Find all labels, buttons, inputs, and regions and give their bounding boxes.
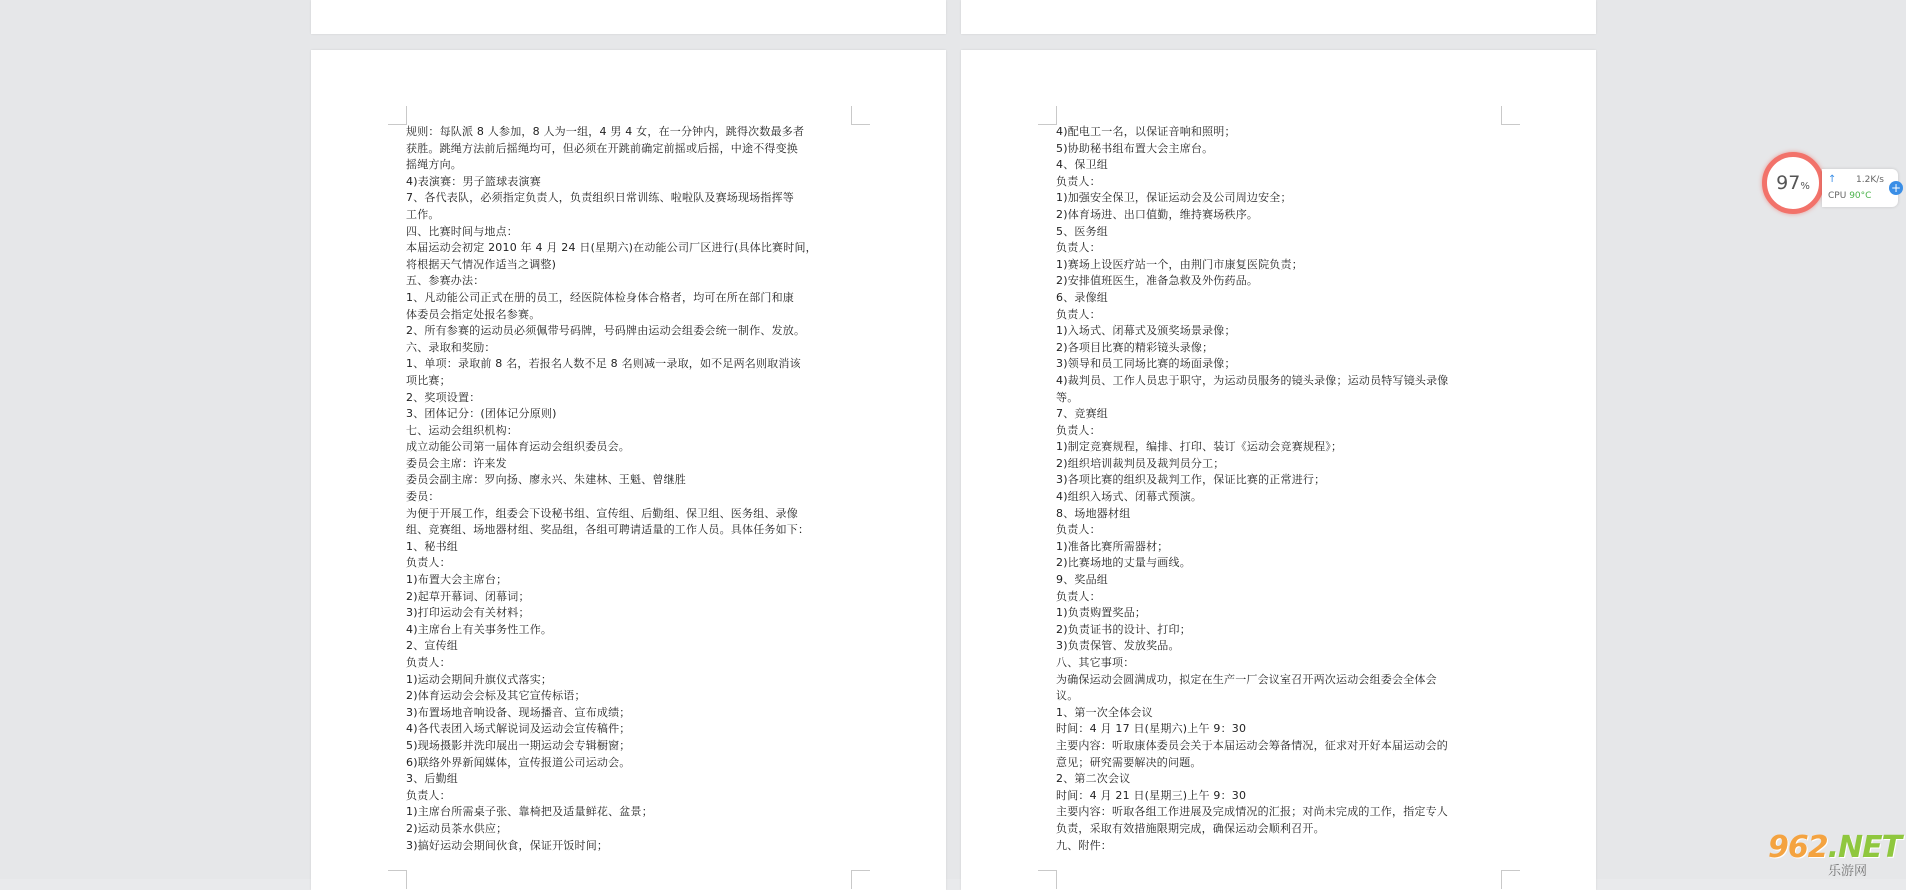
margin-corner-mark	[388, 870, 407, 889]
text-line: 3)各项比赛的组织及裁判工作，保证比赛的正常进行；	[1056, 473, 1326, 487]
watermark-site-name: 乐游网	[1828, 864, 1868, 879]
text-line: 等。	[1056, 390, 1079, 404]
margin-corner-mark	[1038, 106, 1057, 125]
text-line: 4)表演赛：男子篮球表演赛	[406, 174, 541, 188]
text-line: 2)运动员茶水供应；	[406, 821, 508, 835]
text-line: 1)布置大会主席台；	[406, 573, 508, 587]
text-line: 1、第一次全体会议	[1056, 705, 1153, 719]
previous-page-left	[311, 0, 946, 34]
text-line: 时间：4 月 21 日(星期三)上午 9：30	[1056, 788, 1247, 802]
text-line: 1)加强安全保卫，保证运动会及公司周边安全；	[1056, 191, 1292, 205]
text-line: 6、录像组	[1056, 290, 1108, 304]
plus-icon[interactable]: +	[1890, 181, 1902, 195]
text-line: 2)组织培训裁判员及裁判员分工；	[1056, 456, 1225, 470]
text-line: 规则：每队派 8 人参加，8 人为一组，4 男 4 女，在一分钟内，跳得次数最多者	[406, 125, 805, 138]
margin-corner-mark	[388, 106, 407, 125]
text-line: 主要内容：听取康体委员会关于本届运动会筹备情况，征求对开好本届运动会的	[1056, 738, 1448, 752]
text-line: 6)联络外界新闻媒体，宣传报道公司运动会。	[406, 755, 631, 769]
text-line: 组、竞赛组、场地器材组、奖品组，各组可聘请适量的工作人员。具体任务如下：	[406, 523, 810, 537]
text-line: 成立动能公司第一届体育运动会组织委员会。	[406, 440, 630, 454]
text-line: 3)领导和员工同场比赛的场面录像；	[1056, 357, 1236, 371]
text-line: 为便于开展工作，组委会下设秘书组、宣传组、后勤组、保卫组、医务组、录像	[406, 506, 798, 520]
document-page-left[interactable]	[311, 50, 946, 890]
margin-corner-mark	[1038, 870, 1057, 889]
text-line: 将根据天气情况作适当之调整)	[406, 257, 557, 271]
text-line: 负责人：	[406, 788, 451, 802]
text-line: 2、奖项设置：	[406, 390, 481, 404]
text-line: 1、秘书组	[406, 539, 458, 553]
page-body-text	[406, 124, 858, 854]
text-line: 4)主席台上有关事务性工作。	[406, 622, 553, 636]
text-line: 2、宣传组	[406, 639, 458, 653]
text-line: 3、后勤组	[406, 772, 458, 786]
text-line: 1、单项：录取前 8 名，若报名人数不足 8 名则减一录取，如不足两名则取消该	[406, 357, 801, 371]
text-line: 时间：4 月 17 日(星期六)上午 9：30	[1056, 722, 1247, 736]
text-line: 4)配电工一名，以保证音响和照明；	[1056, 125, 1236, 138]
text-line: 项比赛；	[406, 373, 451, 387]
text-line: 9、奖品组	[1056, 573, 1108, 587]
text-line: 2、所有参赛的运动员必须佩带号码牌，号码牌由运动会组委会统一制作、发放。	[406, 324, 806, 338]
site-watermark	[1768, 830, 1904, 878]
text-line: 3、团体记分：(团体记分原则)	[406, 407, 557, 421]
text-line: 4)组织入场式、闭幕式预演。	[1056, 490, 1203, 504]
text-line: 1)准备比赛所需器材；	[1056, 539, 1169, 553]
text-line: 1)运动会期间升旗仪式落实；	[406, 672, 553, 686]
text-line: 1)负责购置奖品；	[1056, 606, 1147, 620]
network-speed: 1.2K/s	[1856, 175, 1884, 185]
text-line: 3)搞好运动会期间伙食，保证开饭时间；	[406, 838, 609, 852]
text-line: 1、凡动能公司正式在册的员工，经医院体检身体合格者，均可在所在部门和康	[406, 290, 794, 304]
text-line: 1)制定竞赛规程，编排、打印、装订《运动会竞赛规程》；	[1056, 440, 1343, 454]
text-line: 负责人：	[1056, 174, 1101, 188]
text-line: 2)起草开幕词、闭幕词；	[406, 589, 530, 603]
text-line: 意见；研究需要解决的问题。	[1056, 755, 1202, 769]
text-line: 负责人：	[1056, 423, 1101, 437]
text-line: 3)布置场地音响设备、现场播音、宣布成绩；	[406, 705, 631, 719]
text-line: 1)赛场上设医疗站一个，由荆门市康复医院负责；	[1056, 257, 1303, 271]
text-line: 五、参赛办法：	[406, 274, 485, 288]
text-line: 负责人：	[1056, 307, 1101, 321]
margin-corner-mark	[1501, 106, 1520, 125]
text-line: 主要内容：听取各组工作进展及完成情况的汇报；对尚未完成的工作，指定专人	[1056, 805, 1448, 819]
network-cpu-stats	[1822, 169, 1898, 207]
text-line: 八、其它事项：	[1056, 656, 1135, 669]
text-line: 为确保运动会圆满成功，拟定在生产一厂会议室召开两次运动会组委会全体会	[1056, 672, 1437, 686]
text-line: 3)负责保管、发放奖品。	[1056, 639, 1180, 653]
text-line: 5、医务组	[1056, 224, 1108, 238]
text-line: 四、比赛时间与地点：	[406, 224, 518, 238]
text-line: 2)安排值班医生，准备急救及外伤药品。	[1056, 274, 1259, 288]
system-monitor-widget[interactable]	[1762, 152, 1902, 222]
text-line: 2)比赛场地的丈量与画线。	[1056, 556, 1191, 570]
text-line: 本届运动会初定 2010 年 4 月 24 日(星期六)在动能公司厂区进行(具体比赛时间，	[406, 241, 817, 255]
text-line: 九、附件：	[1056, 838, 1112, 852]
text-line: 负责人：	[1056, 241, 1101, 255]
margin-corner-mark	[1501, 870, 1520, 889]
text-line: 摇绳方向。	[406, 158, 462, 172]
arrow-up-icon: ↑	[1828, 174, 1837, 185]
text-line: 2)负责证书的设计、打印；	[1056, 622, 1191, 636]
memory-usage-ring[interactable]	[1762, 152, 1824, 214]
text-line: 委员会副主席：罗向扬、廖永兴、朱建林、王魁、曾继胜	[406, 473, 686, 487]
margin-corner-mark	[851, 870, 870, 889]
text-line: 5)协助秘书组布置大会主席台。	[1056, 141, 1214, 155]
text-line: 2)体育场进、出口值勤，维持赛场秩序。	[1056, 207, 1259, 221]
text-line: 2)体育运动会会标及其它宣传标语；	[406, 689, 586, 703]
text-line: 4)裁判员、工作人员忠于职守，为运动员服务的镜头录像；运动员特写镜头录像	[1056, 373, 1449, 387]
text-line: 2、第二次会议	[1056, 772, 1131, 786]
text-line: 负责人：	[1056, 523, 1101, 537]
text-line: 5)现场摄影并洗印展出一期运动会专辑橱窗；	[406, 738, 631, 752]
watermark-logo: 962.NET	[1768, 830, 1902, 865]
text-line: 七、运动会组织机构：	[406, 423, 518, 437]
text-line: 委员会主席：许来发	[406, 456, 507, 470]
text-line: 负责，采取有效措施限期完成，确保运动会顺利召开。	[1056, 821, 1325, 835]
text-line: 3)打印运动会有关材料；	[406, 606, 530, 620]
text-line: 获胜。跳绳方法前后摇绳均可，但必须在开跳前确定前摇或后摇，中途不得变换	[406, 141, 798, 155]
text-line: 议。	[1056, 689, 1079, 703]
text-line: 4、保卫组	[1056, 158, 1108, 172]
document-page-right[interactable]	[961, 50, 1596, 890]
text-line: 1)主席台所需桌子张、靠椅把及适量鲜花、盆景；	[406, 805, 653, 819]
text-line: 8、场地器材组	[1056, 506, 1131, 520]
text-line: 7、各代表队，必须指定负责人，负责组织日常训练、啦啦队及赛场现场指挥等	[406, 191, 794, 205]
text-line: 7、竞赛组	[1056, 407, 1108, 421]
text-line: 体委员会指定处报名参赛。	[406, 307, 541, 321]
text-line: 1)入场式、闭幕式及颁奖场景录像；	[1056, 324, 1236, 338]
usage-percent: 97%	[1776, 172, 1810, 194]
page-body-text	[1056, 124, 1508, 854]
text-line: 4)各代表团入场式解说词及运动会宣传稿件；	[406, 722, 631, 736]
text-line: 负责人：	[1056, 589, 1101, 603]
text-line: 负责人：	[406, 656, 451, 669]
cpu-temperature: CPU 90°C	[1828, 191, 1872, 201]
text-line: 负责人：	[406, 556, 451, 570]
text-line: 六、录取和奖励：	[406, 340, 496, 354]
text-line: 委员：	[406, 490, 440, 504]
text-line: 2)各项目比赛的精彩镜头录像；	[1056, 340, 1214, 354]
text-line: 工作。	[406, 207, 440, 221]
previous-page-right	[961, 0, 1596, 34]
margin-corner-mark	[851, 106, 870, 125]
